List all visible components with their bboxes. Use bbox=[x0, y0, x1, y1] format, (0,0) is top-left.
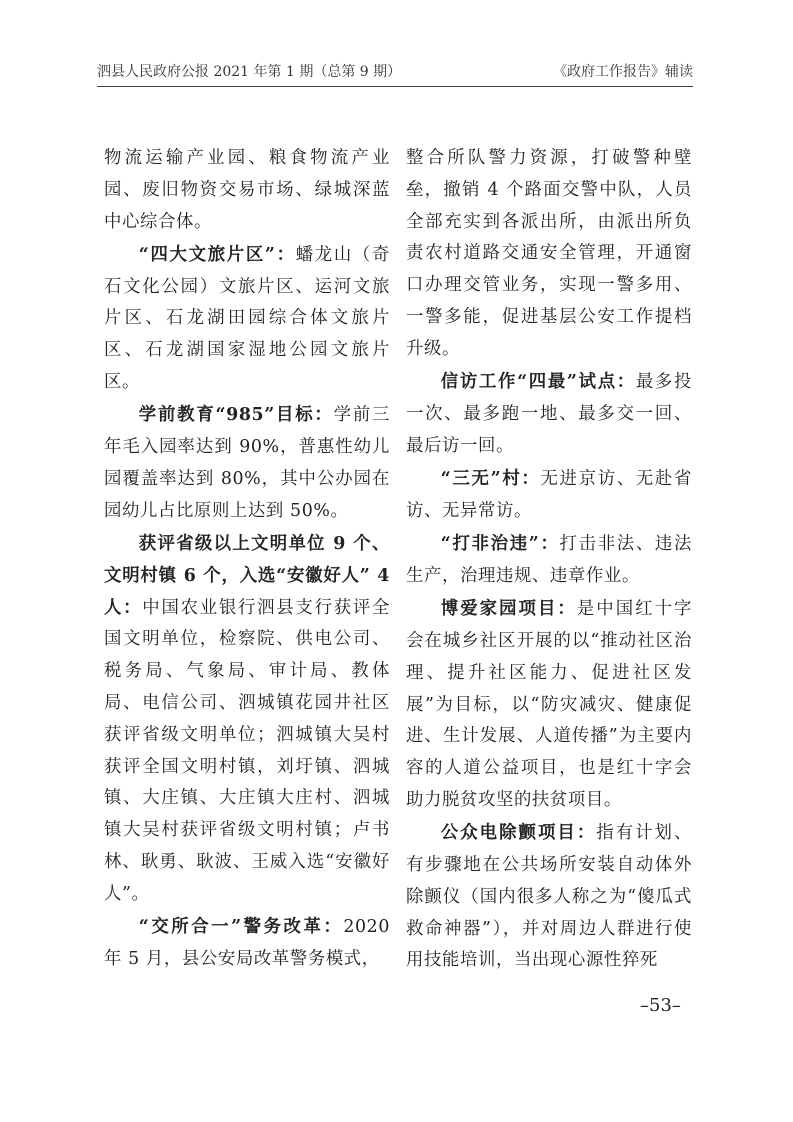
glossary-text: 无进京访、无赴省访、无异常访。 bbox=[406, 468, 692, 521]
glossary-paragraph bbox=[406, 143, 692, 366]
glossary-text: 2020 年 5 月，县公安局改革警务模式， bbox=[104, 917, 390, 969]
glossary-paragraph bbox=[104, 400, 390, 527]
glossary-term: 信访工作“四最”试点： bbox=[440, 372, 636, 393]
glossary-term: “四大文旅片区”： bbox=[138, 244, 296, 265]
glossary-text: 中国农业银行泗县支行获评全国文明单位，检察院、供电公司、税务局、气象局、审计局、教体局、电信公司、泗城镇花园井社区获评省级文明单位；泗城镇大吴村获评全国文明村镇，刘圩镇、泗城镇、大庄镇、大庄镇大庄村、泗城镇大吴村获评省级文明村镇；卢书林、耿勇、耿波、王威入选“安徽好人”。 bbox=[104, 597, 390, 904]
glossary-paragraph bbox=[406, 594, 692, 817]
glossary-text: 学前三年毛入园率达到 90%，普惠性幼儿园覆盖率达到 80%，其中公办园在园幼儿占比原则上达到 50%。 bbox=[104, 405, 390, 521]
glossary-paragraph bbox=[104, 912, 390, 976]
glossary-paragraph bbox=[406, 818, 692, 977]
glossary-term: 获评省级以上文明单位 9 个、文明村镇 6 个，入选“安徽好人” 4 人： bbox=[104, 534, 390, 618]
right-column bbox=[406, 143, 692, 979]
glossary-paragraph bbox=[104, 529, 390, 911]
section-title: 《政府工作报告》辅读 bbox=[553, 64, 693, 80]
header-divider bbox=[97, 86, 693, 87]
glossary-text: 整合所队警力资源，打破警种壁垒，撤销 4 个路面交警中队，人员全部充实到各派出所，由派出所负责农村道路交通安全管理，开通窗口办理交管业务，实现一警多用、一警多能，促进基层公安工作提档升级。 bbox=[406, 148, 692, 359]
glossary-term: “三无”村： bbox=[440, 468, 541, 489]
glossary-text: 是中国红十字会在城乡社区开展的以“推动社区治理、提升社区能力、促进社区发展”为目标，以“防灾减灾、健康促进、生计发展、人道传播”为主要内容的人道公益项目，也是红十字会助力脱贫攻坚的扶贫项目。 bbox=[406, 599, 693, 810]
glossary-term: “交所合一”警务改革： bbox=[138, 917, 344, 938]
glossary-paragraph bbox=[406, 367, 692, 462]
glossary-term: 公众电除颤项目： bbox=[440, 823, 597, 844]
running-header bbox=[97, 58, 693, 88]
glossary-paragraph bbox=[104, 240, 390, 399]
glossary-paragraph bbox=[406, 464, 692, 528]
left-column bbox=[104, 143, 390, 977]
glossary-term: “打非治违”： bbox=[440, 534, 560, 555]
journal-issue-title: 泗县人民政府公报 2021 年第 1 期（总第 9 期） bbox=[97, 64, 402, 80]
glossary-paragraph bbox=[104, 143, 390, 238]
glossary-term: 博爱家园项目： bbox=[440, 599, 577, 620]
glossary-text: 打击非法、违法生产，治理违规、违章作业。 bbox=[406, 534, 692, 586]
glossary-text: 蟠龙山（奇石文化公园）文旅片区、运河文旅片区、石龙湖田园综合体文旅片区、石龙湖国家湿地公园文旅片区。 bbox=[104, 244, 390, 393]
glossary-text: 指有计划、有步骤地在公共场所安装自动体外除颤仪（国内很多人称之为“傻瓜式救命神器”），并对周边人群进行使用技能培训，当出现心源性猝死 bbox=[406, 823, 692, 971]
glossary-term: 学前教育“985”目标： bbox=[138, 405, 334, 426]
glossary-paragraph bbox=[406, 529, 692, 593]
glossary-text: 最多投一次、最多跑一地、最多交一回、最后访一回。 bbox=[406, 372, 692, 456]
glossary-text: 物流运输产业园、粮食物流产业园、废旧物资交易市场、绿城深蓝中心综合体。 bbox=[104, 148, 390, 232]
page-number: –53– bbox=[640, 995, 681, 1016]
